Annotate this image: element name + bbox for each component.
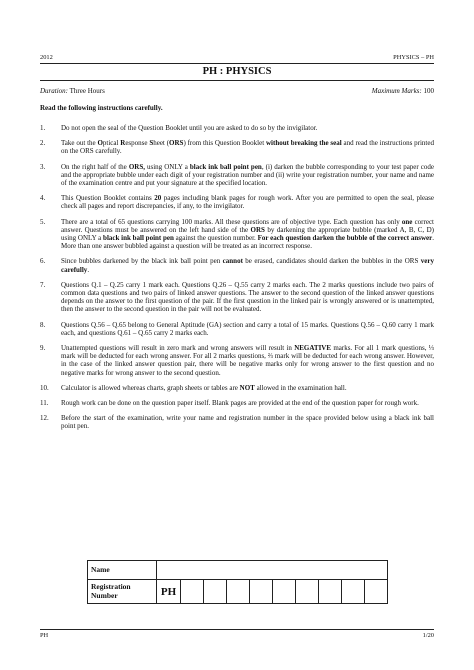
instruction-number: 2. xyxy=(40,139,46,148)
name-field[interactable] xyxy=(156,561,387,580)
duration xyxy=(40,87,105,95)
instruction-item xyxy=(40,321,434,337)
instruction-number: 6. xyxy=(40,257,46,266)
registration-number-label: Registration Number xyxy=(88,580,157,604)
duration-label: Duration: xyxy=(40,87,68,95)
title-rule xyxy=(40,80,434,81)
instructions-heading: Read the following instructions carefully. xyxy=(40,104,163,112)
registration-digit-box[interactable] xyxy=(318,580,341,604)
registration-digit-box[interactable] xyxy=(181,580,204,604)
instruction-item xyxy=(40,124,434,132)
instruction-item xyxy=(40,194,434,210)
duration-value: Three Hours xyxy=(69,87,105,95)
instruction-text: Unattempted questions will result in zero mark and wrong answers will result in NEGATIVE marks. For all 1 mark questions, ⅓ mark will be deducted for each wrong answer. For all 2 marks questions, ⅔ mark will be deducted for each wrong answer. However, in the case of the linked answer question pair, there will be negative marks only for wrong answer to the first question and no negative marks for wrong answer to the second question. xyxy=(61,344,435,377)
instruction-number: 12. xyxy=(40,414,49,423)
page-number: 1/20 xyxy=(422,632,434,639)
page-footer xyxy=(40,632,434,639)
instruction-number: 10. xyxy=(40,383,49,392)
instruction-number: 7. xyxy=(40,280,46,289)
instruction-item xyxy=(40,344,434,377)
candidate-details-form xyxy=(87,560,388,604)
instruction-item xyxy=(40,399,434,407)
instruction-text: There are a total of 65 questions carrying 100 marks. All these questions are of objective type. Each question has only one correct answer. Questions must be answered on the left hand side of the ORS by darkening the appropriate bubble (marked A, B, C, D) using ONLY a black ink ball point pen against the question number. For each question darken the bubble of the correct answer. More than one answer bubbled against a question will be treated as an incorrect response. xyxy=(61,217,434,251)
instruction-item xyxy=(40,163,434,188)
paper-code: PH xyxy=(156,580,180,604)
header-year: 2012 xyxy=(40,54,53,61)
footer-code: PH xyxy=(40,632,49,639)
registration-digit-box[interactable] xyxy=(295,580,318,604)
marks-label: Maximum Marks: xyxy=(371,87,422,95)
instruction-item xyxy=(40,257,434,273)
page-header xyxy=(40,54,434,61)
instruction-number: 1. xyxy=(40,124,46,132)
header-rule xyxy=(40,63,434,64)
instruction-text: Questions Q.56 – Q.65 belong to General Aptitude (GA) section and carry a total of 15 marks. Questions Q.56 – Q.60 carry 1 mark each, and questions Q.61 – Q.65 carry 2 marks each. xyxy=(61,320,434,337)
instruction-text: Before the start of the examination, write your name and registration number in the space provided below using a black ink ball point pen. xyxy=(61,414,434,431)
registration-digit-box[interactable] xyxy=(226,580,249,604)
paper-title: PH : PHYSICS xyxy=(202,66,272,77)
instruction-number: 11. xyxy=(40,399,49,408)
registration-digit-box[interactable] xyxy=(341,580,364,604)
instruction-text: Rough work can be done on the question paper itself. Blank pages are provided at the end of the question paper for rough work. xyxy=(61,399,419,408)
registration-digit-box[interactable] xyxy=(272,580,295,604)
maximum-marks xyxy=(372,87,434,95)
instruction-number: 3. xyxy=(40,162,46,171)
instruction-text: Since bubbles darkened by the black ink ball point pen cannot be erased, candidates should darken the bubbles in the ORS very carefully. xyxy=(61,257,434,274)
instruction-text: Calculator is allowed whereas charts, graph sheets or tables are NOT allowed in the examination hall. xyxy=(61,383,347,392)
instruction-item xyxy=(40,281,434,314)
exam-meta xyxy=(40,87,434,95)
instruction-number: 8. xyxy=(40,320,46,329)
instruction-text: Do not open the seal of the Question Booklet until you are asked to do so by the invigilator. xyxy=(61,124,318,132)
instruction-text: Take out the Optical Response Sheet (ORS) from this Question Booklet without breaking the seal and read the instructions printed on the ORS carefully. xyxy=(61,139,434,156)
instruction-number: 9. xyxy=(40,344,46,353)
registration-digit-box[interactable] xyxy=(249,580,272,604)
footer-rule xyxy=(40,629,434,630)
instruction-item xyxy=(40,218,434,251)
marks-value: 100 xyxy=(423,87,434,95)
instruction-number: 5. xyxy=(40,217,46,226)
instruction-text: On the right half of the ORS, using ONLY a black ink ball point pen, (i) darken the bubble corresponding to your test paper code and the appropriate bubble under each digit of your registration number and (ii) write your registration number, your name and name of the examination centre and put your signature at the specified location. xyxy=(61,162,434,188)
instruction-item xyxy=(40,139,434,155)
header-subject: PHYSICS – PH xyxy=(393,54,434,61)
instruction-text: Questions Q.1 – Q.25 carry 1 mark each. Questions Q.26 – Q.55 carry 2 marks each. The 2 marks questions include two pairs of common data questions and two pairs of linked answer questions. The answer to the second question of the linked answer questions depends on the answer to the first question of the pair. If the first question in the linked pair is wrongly answered or is unattempted, then the answer to the second question in the pair will not be evaluated. xyxy=(61,280,434,314)
registration-digit-box[interactable] xyxy=(204,580,227,604)
instruction-text: This Question Booklet contains 20 pages including blank pages for rough work. After you are permitted to open the seal, please check all pages and report discrepancies, if any, to the invigilator. xyxy=(61,194,434,211)
registration-digit-box[interactable] xyxy=(364,580,387,604)
instruction-item xyxy=(40,414,434,430)
instruction-number: 4. xyxy=(40,194,46,203)
instructions-list xyxy=(40,124,434,438)
instruction-item xyxy=(40,384,434,392)
name-label: Name xyxy=(88,561,157,580)
